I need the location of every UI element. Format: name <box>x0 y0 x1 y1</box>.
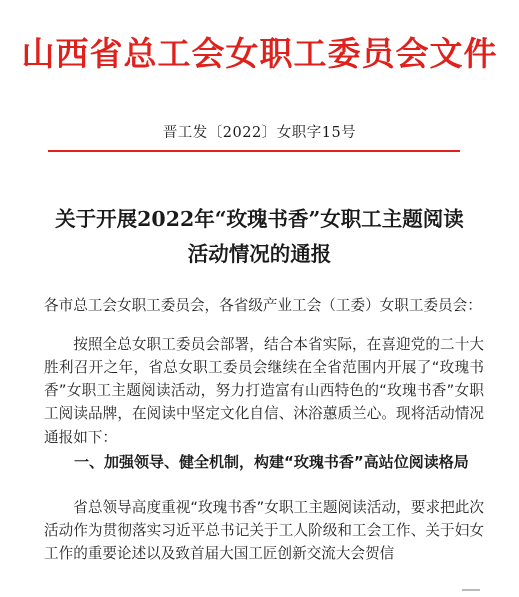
notice-title <box>0 202 519 272</box>
page-edge-mark <box>462 589 480 591</box>
body-paragraph-1: 按照全总女职工委员会部署，结合本省实际，在喜迎党的二十大胜利召开之年，省总女职工委员会继续在全省范围内开展了“玫瑰书香”女职工主题阅读活动，努力打造富有山西特色的“玫瑰书香”女职工阅读品牌，在阅读中坚定文化自信、沐浴蕙质兰心。现将活动情况通报如下： <box>44 335 484 446</box>
notice-title-line-1: 关于开展2022年“玫瑰书香”女职工主题阅读 <box>55 207 464 231</box>
salutation: 各市总工会女职工委员会，各省级产业工会（工委）女职工委员会： <box>44 297 482 314</box>
document-header-title: 山西省总工会女职工委员会文件 <box>21 34 498 73</box>
document-number: 晋工发〔2022〕女职字15号 <box>162 125 357 141</box>
notice-title-line-2: 活动情况的通报 <box>187 242 332 266</box>
red-divider-line <box>48 150 460 152</box>
section-heading-1: 一、加强领导、健全机制，构建“玫瑰书香”高站位阅读格局 <box>74 453 469 471</box>
body-paragraph-2: 省总领导高度重视“玫瑰书香”女职工主题阅读活动，要求把此次活动作为贯彻落实习近平总书记关于工人阶级和工会工作、关于妇女工作的重要论述以及致首届大国工匠创新交流大会贺信 <box>44 498 484 563</box>
